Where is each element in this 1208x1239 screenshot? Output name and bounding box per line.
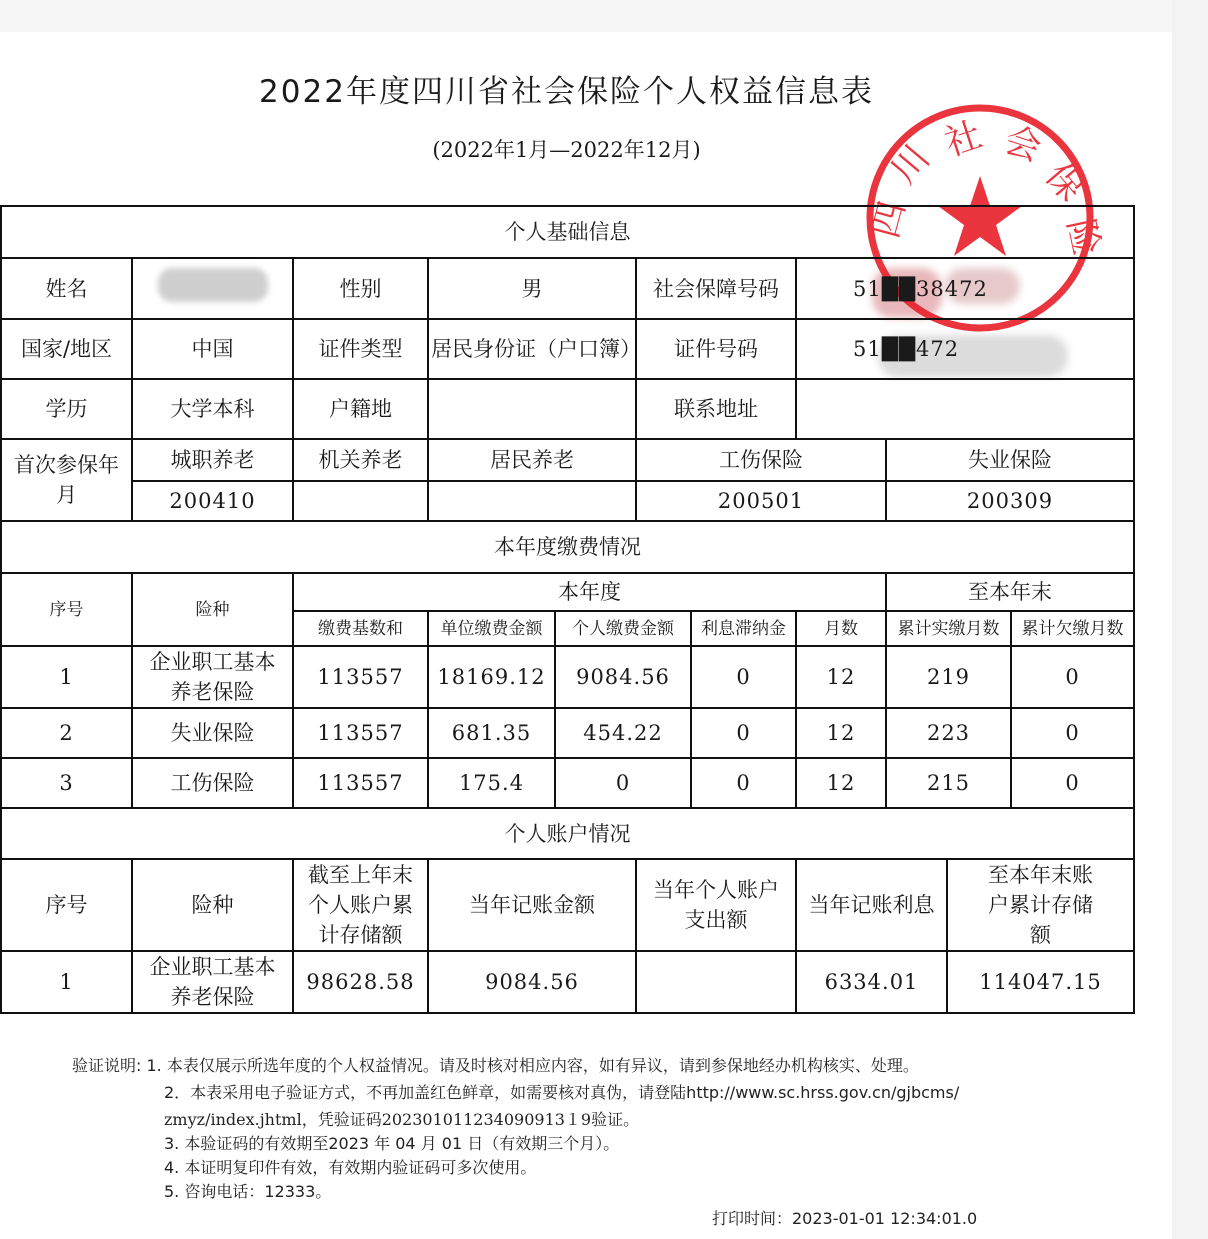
val-resident-pension — [428, 481, 636, 521]
section-payment: 本年度缴费情况 — [1, 521, 1134, 573]
table-row — [1, 708, 1134, 758]
sub-owed: 累计欠缴月数 — [1011, 611, 1134, 646]
cell-seq: 2 — [1, 708, 132, 758]
addr-label: 联系地址 — [636, 379, 796, 439]
notes-label: 验证说明: — [72, 1056, 142, 1075]
cell-personal: 9084.56 — [555, 646, 691, 708]
gender-label: 性别 — [293, 258, 428, 319]
section-basic: 个人基础信息 — [1, 206, 1134, 258]
cell-personal: 0 — [555, 758, 691, 808]
col-resident-pension: 居民养老 — [428, 439, 636, 481]
country-label: 国家/地区 — [1, 319, 132, 379]
val-unemployment: 200309 — [886, 481, 1134, 521]
cell-owed: 0 — [1011, 708, 1134, 758]
id-type-value: 居民身份证（户口簿） — [428, 319, 636, 379]
huji-label: 户籍地 — [293, 379, 428, 439]
first-enroll-label: 首次参保年月 — [1, 439, 132, 521]
id-type-label: 证件类型 — [293, 319, 428, 379]
edu-value: 大学本科 — [132, 379, 293, 439]
cell-type: 企业职工基本养老保险 — [132, 646, 293, 708]
note-1: 1. 本表仅展示所选年度的个人权益情况。请及时核对相应内容，如有异议，请到参保地经办机构核实、处理。 — [146, 1056, 919, 1075]
sub-unit: 单位缴费金额 — [428, 611, 555, 646]
cell-interest: 0 — [691, 708, 796, 758]
addr-value — [796, 379, 1134, 439]
cell-months: 12 — [796, 646, 886, 708]
cell-paid: 219 — [886, 646, 1011, 708]
cell-unit: 18169.12 — [428, 646, 555, 708]
section-account: 个人账户情况 — [1, 808, 1134, 859]
note-4: 4. 本证明复印件有效，有效期内验证码可多次使用。 — [164, 1158, 537, 1177]
table-row — [1, 758, 1134, 808]
acc-spent-header: 当年个人账户支出额 — [636, 859, 796, 951]
svg-text:社: 社 — [940, 114, 988, 165]
cell-base: 113557 — [293, 708, 428, 758]
id-no-label: 证件号码 — [636, 319, 796, 379]
cell-type: 工伤保险 — [132, 758, 293, 808]
ssn-label: 社会保障号码 — [636, 258, 796, 319]
cell-owed: 0 — [1011, 758, 1134, 808]
huji-value — [428, 379, 636, 439]
pay-seq-header: 序号 — [1, 573, 132, 646]
info-table — [0, 205, 1135, 1014]
cell-credited: 9084.56 — [428, 951, 636, 1013]
note-2-cont: zmyz/index.jhtml，凭验证码202301011234090913１9验证。 — [164, 1110, 640, 1129]
cell-total: 114047.15 — [947, 951, 1134, 1013]
svg-text:会: 会 — [999, 119, 1047, 170]
cell-months: 12 — [796, 708, 886, 758]
col-unemployment: 失业保险 — [886, 439, 1134, 481]
col-gov-pension: 机关养老 — [293, 439, 428, 481]
print-time: 打印时间：2023-01-01 12:34:01.0 — [712, 1209, 978, 1228]
cell-spent — [636, 951, 796, 1013]
svg-text:四: 四 — [865, 196, 915, 243]
acc-type-header: 险种 — [132, 859, 293, 951]
sub-interest: 利息滞纳金 — [691, 611, 796, 646]
cell-owed: 0 — [1011, 646, 1134, 708]
cell-seq: 1 — [1, 646, 132, 708]
sub-personal: 个人缴费金额 — [555, 611, 691, 646]
sub-paid: 累计实缴月数 — [886, 611, 1011, 646]
svg-text:险: 险 — [1059, 215, 1107, 260]
val-injury: 200501 — [636, 481, 886, 521]
document-period: (2022年1月—2022年12月) — [432, 138, 701, 162]
ssn-value: 51██38472 — [796, 258, 1134, 319]
cell-unit: 681.35 — [428, 708, 555, 758]
gender-value: 男 — [428, 258, 636, 319]
cell-seq: 1 — [1, 951, 132, 1013]
note-2: 2．本表采用电子验证方式，不再加盖红色鲜章，如需要核对真伪，请登陆http://www.sc.hrss.gov.cn/gjbcms/ — [164, 1083, 960, 1102]
pay-type-header: 险种 — [132, 573, 293, 646]
cell-personal: 454.22 — [555, 708, 691, 758]
svg-text:保: 保 — [1037, 155, 1092, 210]
this-year-header: 本年度 — [293, 573, 886, 611]
cell-prev: 98628.58 — [293, 951, 428, 1013]
cell-paid: 215 — [886, 758, 1011, 808]
svg-text:川: 川 — [883, 137, 939, 192]
col-urban-pension: 城职养老 — [132, 439, 293, 481]
page-edge — [1172, 0, 1208, 1239]
acc-interest-header: 当年记账利息 — [796, 859, 947, 951]
cell-unit: 175.4 — [428, 758, 555, 808]
cell-interest: 0 — [691, 758, 796, 808]
note-3: 3. 本验证码的有效期至2023 年 04 月 01 日（有效期三个月）。 — [164, 1134, 620, 1153]
cell-interest: 6334.01 — [796, 951, 947, 1013]
edu-label: 学历 — [1, 379, 132, 439]
document-title: 2022年度四川省社会保险个人权益信息表 — [259, 74, 874, 110]
top-margin — [0, 0, 1208, 32]
cell-paid: 223 — [886, 708, 1011, 758]
table-row — [1, 646, 1134, 708]
cell-type: 失业保险 — [132, 708, 293, 758]
cell-months: 12 — [796, 758, 886, 808]
acc-prev-header: 截至上年末个人账户累计存储额 — [293, 859, 428, 951]
cell-interest: 0 — [691, 646, 796, 708]
acc-seq-header: 序号 — [1, 859, 132, 951]
acc-credited-header: 当年记账金额 — [428, 859, 636, 951]
to-end-header: 至本年末 — [886, 573, 1134, 611]
val-gov-pension — [293, 481, 428, 521]
cell-base: 113557 — [293, 758, 428, 808]
id-no-value: 51██472 — [796, 319, 1134, 379]
table-row — [1, 951, 1134, 1013]
verification-notes — [72, 1054, 959, 1204]
cell-base: 113557 — [293, 646, 428, 708]
val-urban-pension: 200410 — [132, 481, 293, 521]
cell-seq: 3 — [1, 758, 132, 808]
name-value-redacted — [132, 258, 293, 319]
cell-type: 企业职工基本养老保险 — [132, 951, 293, 1013]
acc-total-header: 至本年末账户累计存储额 — [947, 859, 1134, 951]
col-injury: 工伤保险 — [636, 439, 886, 481]
sub-months: 月数 — [796, 611, 886, 646]
sub-base: 缴费基数和 — [293, 611, 428, 646]
note-5: 5. 咨询电话：12333。 — [164, 1182, 332, 1201]
name-label: 姓名 — [1, 258, 132, 319]
country-value: 中国 — [132, 319, 293, 379]
